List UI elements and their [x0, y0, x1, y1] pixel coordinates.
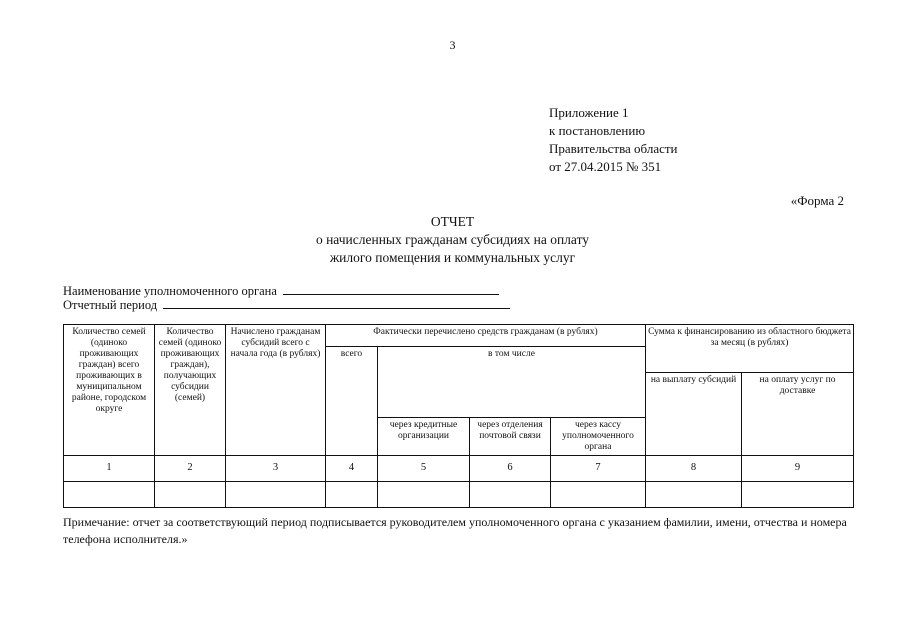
report-table — [63, 324, 854, 508]
data-cell — [226, 482, 326, 508]
header-via-credit: через кредитные организации — [378, 418, 470, 456]
column-number: 9 — [742, 456, 854, 482]
header-total: всего — [326, 347, 378, 456]
appendix-line-3: Правительства области — [549, 141, 678, 156]
header-via-post: через отделения почтовой связи — [470, 418, 551, 456]
column-number: 3 — [226, 456, 326, 482]
report-period-underline — [163, 298, 510, 309]
org-name-label: Наименование уполномоченного органа — [63, 284, 277, 298]
data-cell — [155, 482, 226, 508]
column-number: 7 — [551, 456, 646, 482]
org-name-underline — [283, 284, 499, 295]
header-funding-group: Сумма к финансированию из областного бюджета за месяц (в рублях) — [646, 325, 854, 373]
header-for-delivery: на оплату услуг по доставке — [742, 373, 854, 456]
data-cell — [378, 482, 470, 508]
header-via-cashier: через кассу уполномоченного органа — [551, 418, 646, 456]
header-families-total: Количество семей (одиноко проживающих граждан) всего проживающих в муниципальном районе, городском округе — [64, 325, 155, 456]
title-line-3: жилого помещения и коммунальных услуг — [329, 250, 576, 265]
data-cell — [470, 482, 551, 508]
footnote: Примечание: отчет за соответствующий период подписывается руководителем уполномоченного органа с указанием фамилии, имени, отчества и номера телефона исполнителя.» — [63, 515, 847, 546]
column-number: 4 — [326, 456, 378, 482]
column-number: 1 — [64, 456, 155, 482]
report-title — [0, 213, 905, 267]
appendix-line-1: Приложение 1 — [549, 105, 629, 120]
report-period-label: Отчетный период — [63, 298, 158, 312]
header-families-receiving: Количество семей (одиноко проживающих граждан), получающих субсидии (семей) — [155, 325, 226, 456]
column-number-row — [64, 456, 854, 482]
header-accrued-subsidies: Начислено гражданам субсидий всего с начала года (в рублях) — [226, 325, 326, 456]
header-transferred-group: Фактически перечислено средств гражданам (в рублях) — [326, 325, 646, 347]
data-cell — [742, 482, 854, 508]
data-cell — [646, 482, 742, 508]
title-line-2: о начисленных гражданам субсидиях на оплату — [315, 232, 590, 247]
report-period-field — [63, 298, 510, 313]
appendix-line-4: от 27.04.2015 № 351 — [549, 159, 662, 174]
data-cell — [326, 482, 378, 508]
column-number: 2 — [155, 456, 226, 482]
appendix-block — [549, 104, 678, 176]
data-cell — [551, 482, 646, 508]
empty-data-row — [64, 482, 854, 508]
page-number: 3 — [449, 38, 456, 52]
column-number: 8 — [646, 456, 742, 482]
data-cell — [64, 482, 155, 508]
header-including: в том числе — [378, 347, 646, 418]
appendix-line-2: к постановлению — [549, 123, 646, 138]
header-for-subsidies: на выплату субсидий — [646, 373, 742, 456]
title-main: ОТЧЕТ — [430, 214, 475, 229]
form-label: «Форма 2 — [790, 193, 844, 208]
org-name-field — [63, 284, 499, 299]
column-number: 5 — [378, 456, 470, 482]
column-number: 6 — [470, 456, 551, 482]
